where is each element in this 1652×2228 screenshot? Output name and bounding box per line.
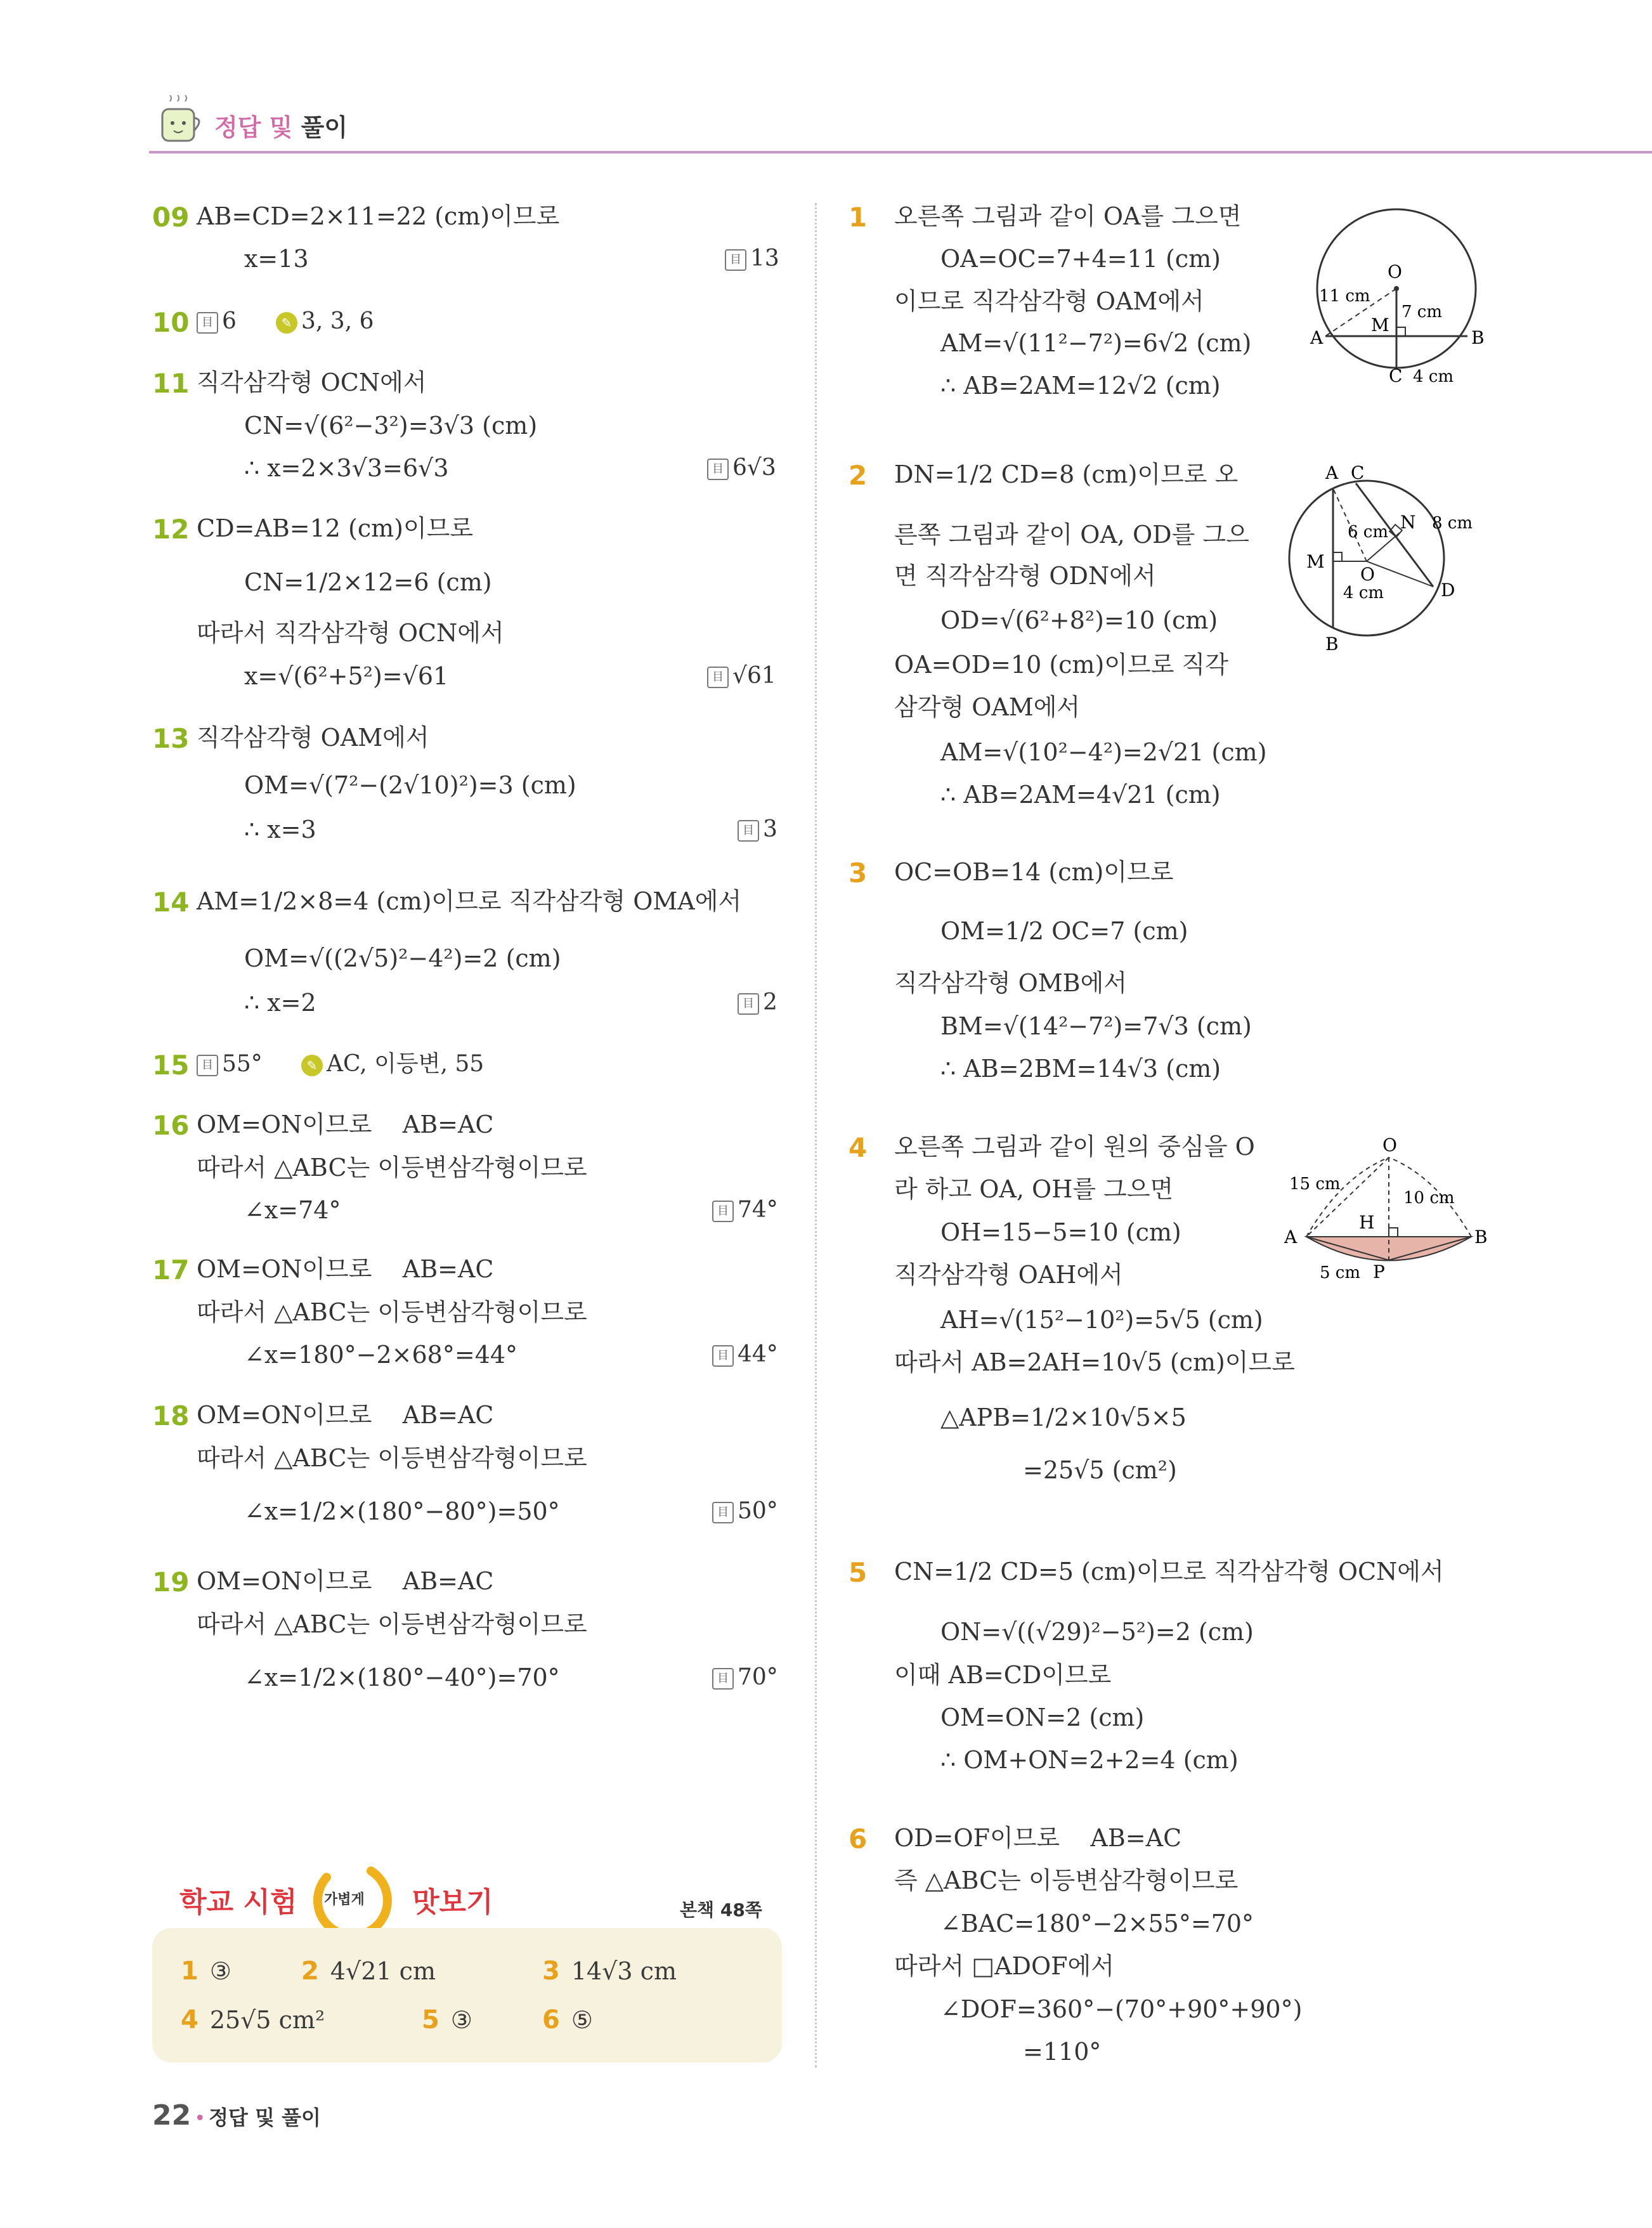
answer-icon: 目 bbox=[725, 249, 746, 271]
problem-number: 4 bbox=[849, 1132, 868, 1163]
answer-label: 目 2 bbox=[738, 988, 777, 1017]
fig4-label: O bbox=[1382, 1135, 1397, 1156]
solution-line: ∴ x=2×3√3=6√3 bbox=[244, 454, 449, 482]
answer-icon: 目 bbox=[738, 993, 759, 1015]
answer-icon: 目 bbox=[712, 1201, 734, 1222]
solution-line: 면 직각삼각형 ODN에서 bbox=[894, 562, 1156, 590]
problem-number: 6 bbox=[849, 1823, 868, 1854]
solution-line: OM=ON이므로 AB=AC bbox=[197, 1255, 494, 1283]
hint-label: ✎ AC, 이등변, 55 bbox=[301, 1050, 484, 1079]
quiz-ref: 본책 48쪽 bbox=[680, 1899, 762, 1920]
solution-line: ∴ AB=2AM=4√21 (cm) bbox=[940, 781, 1221, 809]
fig2-label: D bbox=[1441, 580, 1455, 601]
problem-number: 09 bbox=[152, 202, 190, 233]
footer-title: 정답 및 풀이 bbox=[209, 2106, 321, 2130]
figure-1 bbox=[1306, 197, 1490, 402]
header-title: 정답 및 풀이 bbox=[214, 114, 348, 141]
figure-4 bbox=[1278, 1132, 1493, 1300]
answer-label: 目 44° bbox=[712, 1340, 778, 1369]
answer-label: 目 50° bbox=[712, 1497, 778, 1526]
problem-number: 17 bbox=[152, 1254, 190, 1286]
answer-icon: 目 bbox=[738, 820, 759, 842]
quiz-item: 4 25√5 cm² bbox=[181, 2005, 325, 2035]
solution-line: ∠BAC=180°−2×55°=70° bbox=[940, 1910, 1254, 1938]
fig4-label: 5 cm bbox=[1320, 1263, 1361, 1282]
answer-label: 目 √61 bbox=[707, 661, 776, 691]
solution-line: 직각삼각형 OCN에서 bbox=[197, 368, 427, 396]
solution-line: CN=√(6²−3²)=3√3 (cm) bbox=[244, 412, 538, 440]
fig1-label: C bbox=[1389, 365, 1403, 386]
answer-label: 目 3 bbox=[738, 815, 777, 844]
solution-line: 이때 AB=CD이므로 bbox=[894, 1661, 1112, 1689]
column-divider bbox=[815, 203, 817, 2068]
pencil-icon: ✎ bbox=[276, 312, 297, 334]
fig1-label: A bbox=[1310, 327, 1324, 348]
problem-number: 3 bbox=[849, 857, 868, 889]
fig2-label: N bbox=[1400, 512, 1416, 533]
solution-line: OD=OF이므로 AB=AC bbox=[894, 1824, 1182, 1852]
fig4-label: H bbox=[1359, 1212, 1375, 1233]
answer-icon: 目 bbox=[197, 1055, 218, 1076]
problem-number: 1 bbox=[849, 202, 868, 233]
solution-line: 따라서 □ADOF에서 bbox=[894, 1952, 1114, 1980]
solution-line: OC=OB=14 (cm)이므로 bbox=[894, 858, 1174, 886]
quiz-title-left: 학교 시험 bbox=[179, 1886, 297, 1919]
fig1-label: B bbox=[1471, 327, 1485, 348]
quiz-item: 2 4√21 cm bbox=[301, 1957, 436, 1986]
quiz-title-right: 맛보기 bbox=[412, 1886, 493, 1919]
fig4-label: 10 cm bbox=[1403, 1189, 1455, 1208]
problem-number: 15 bbox=[152, 1050, 190, 1081]
solution-line: 라 하고 OA, OH를 그으면 bbox=[894, 1175, 1174, 1203]
solution-line: OA=OC=7+4=11 (cm) bbox=[940, 245, 1221, 273]
solution-line: AB=CD=2×11=22 (cm)이므로 bbox=[197, 202, 560, 230]
problem-number: 10 bbox=[152, 307, 190, 338]
problem-number: 11 bbox=[152, 368, 190, 399]
answer-label: 目 6√3 bbox=[707, 453, 776, 483]
quiz-item: 1 ③ bbox=[181, 1957, 231, 1986]
solution-line: 른쪽 그림과 같이 OA, OD를 그으 bbox=[894, 521, 1249, 549]
page-number: 22 bbox=[152, 2099, 192, 2132]
problem-number: 12 bbox=[152, 514, 190, 545]
answer-icon: 目 bbox=[712, 1668, 734, 1690]
page-footer bbox=[152, 2099, 321, 2132]
answer-label: 目 13 bbox=[725, 244, 779, 273]
solution-line: 따라서 AB=2AH=10√5 (cm)이므로 bbox=[894, 1348, 1295, 1376]
fig2-label: A bbox=[1325, 462, 1339, 483]
answer-icon: 目 bbox=[707, 667, 729, 688]
solution-line: 직각삼각형 OAM에서 bbox=[197, 724, 429, 752]
solution-line: ∠x=1/2×(180°−80°)=50° bbox=[244, 1497, 560, 1525]
fig1-label: 4 cm bbox=[1413, 367, 1454, 386]
header-mascot-icon bbox=[151, 95, 208, 155]
solution-line: 따라서 △ABC는 이등변삼각형이므로 bbox=[197, 1444, 587, 1472]
fig2-label: O bbox=[1360, 564, 1375, 585]
fig4-label: P bbox=[1373, 1261, 1385, 1282]
answer-label: 目 74° bbox=[712, 1195, 778, 1225]
solution-line: OH=15−5=10 (cm) bbox=[940, 1218, 1181, 1246]
solution-line: AM=√(10²−4²)=2√21 (cm) bbox=[940, 738, 1267, 766]
fig4-label: 15 cm bbox=[1289, 1175, 1341, 1194]
fig2-label: C bbox=[1351, 462, 1365, 483]
answer-icon: 目 bbox=[197, 312, 218, 334]
answer-icon: 目 bbox=[707, 459, 729, 480]
solution-line: DN=1/2 CD=8 (cm)이므로 오 bbox=[894, 460, 1239, 488]
solution-line: AM=1/2×8=4 (cm)이므로 직각삼각형 OMA에서 bbox=[197, 887, 742, 915]
problem-number: 19 bbox=[152, 1567, 190, 1598]
solution-line: =25√5 (cm²) bbox=[1023, 1456, 1177, 1484]
problem-number: 16 bbox=[152, 1110, 190, 1141]
solution-line: BM=√(14²−7²)=7√3 (cm) bbox=[940, 1012, 1252, 1040]
fig2-label: 6 cm bbox=[1348, 523, 1389, 542]
problem-number: 2 bbox=[849, 460, 868, 491]
solution-line: OA=OD=10 (cm)이므로 직각 bbox=[894, 651, 1228, 679]
solution-line: ON=√((√29)²−5²)=2 (cm) bbox=[940, 1618, 1254, 1646]
header-rule bbox=[149, 151, 1652, 153]
problem-number: 18 bbox=[152, 1400, 190, 1431]
hint-label: ✎ 3, 3, 6 bbox=[276, 307, 374, 336]
solution-line: CN=1/2×12=6 (cm) bbox=[244, 568, 492, 596]
solution-line: OM=ON=2 (cm) bbox=[940, 1704, 1145, 1731]
problem-number: 14 bbox=[152, 887, 190, 918]
quiz-item: 3 14√3 cm bbox=[542, 1957, 677, 1986]
solution-line: 오른쪽 그림과 같이 원의 중심을 O bbox=[894, 1133, 1255, 1161]
fig2-label: B bbox=[1325, 634, 1339, 655]
problem-number: 5 bbox=[849, 1557, 868, 1588]
fig1-label: 7 cm bbox=[1402, 303, 1443, 322]
fig4-label: B bbox=[1474, 1227, 1488, 1248]
fig2-label: 8 cm bbox=[1432, 514, 1473, 533]
answer-label: 目 6 bbox=[197, 307, 237, 336]
problem-number: 13 bbox=[152, 723, 190, 754]
solution-line: 직각삼각형 OMB에서 bbox=[894, 969, 1128, 997]
quiz-badge-label: 가볍게 bbox=[324, 1892, 365, 1908]
solution-line: 따라서 직각삼각형 OCN에서 bbox=[197, 619, 504, 647]
solution-line: OM=ON이므로 AB=AC bbox=[197, 1567, 494, 1595]
footer-dot: • bbox=[194, 2107, 206, 2130]
solution-line: OM=1/2 OC=7 (cm) bbox=[940, 917, 1188, 945]
solution-line: △APB=1/2×10√5×5 bbox=[940, 1404, 1187, 1431]
solution-line: ∴ OM+ON=2+2=4 (cm) bbox=[940, 1746, 1239, 1774]
solution-line: 오른쪽 그림과 같이 OA를 그으면 bbox=[894, 202, 1242, 230]
solution-line: AH=√(15²−10²)=5√5 (cm) bbox=[940, 1306, 1263, 1334]
solution-line: CN=1/2 CD=5 (cm)이므로 직각삼각형 OCN에서 bbox=[894, 1558, 1444, 1586]
solution-line: ∴ AB=2BM=14√3 (cm) bbox=[940, 1055, 1221, 1083]
answer-label: 目 55° bbox=[197, 1050, 263, 1079]
fig4-label: A bbox=[1284, 1227, 1298, 1248]
answer-icon: 目 bbox=[712, 1345, 734, 1367]
solution-line: 따라서 △ABC는 이등변삼각형이므로 bbox=[197, 1298, 587, 1326]
solution-line: OM=ON이므로 AB=AC bbox=[197, 1401, 494, 1429]
solution-line: =110° bbox=[1023, 2038, 1102, 2066]
solution-line: 직각삼각형 OAH에서 bbox=[894, 1261, 1123, 1289]
solution-line: 삼각형 OAM에서 bbox=[894, 693, 1081, 721]
solution-line: OM=√((2√5)²−4²)=2 (cm) bbox=[244, 944, 561, 972]
solution-line: 즉 △ABC는 이등변삼각형이므로 bbox=[894, 1866, 1239, 1894]
quiz-item: 6 ⑤ bbox=[542, 2005, 593, 2035]
solution-line: OM=ON이므로 AB=AC bbox=[197, 1111, 494, 1138]
fig2-label: M bbox=[1306, 551, 1325, 572]
answer-icon: 目 bbox=[712, 1502, 734, 1523]
solution-line: ∴ x=3 bbox=[244, 816, 316, 844]
fig1-label: M bbox=[1371, 315, 1389, 336]
fig1-label: 11 cm bbox=[1319, 287, 1370, 306]
answer-label: 目 70° bbox=[712, 1663, 778, 1692]
solution-line: 따라서 △ABC는 이등변삼각형이므로 bbox=[197, 1610, 587, 1638]
solution-line: x=√(6²+5²)=√61 bbox=[244, 662, 449, 690]
quiz-answer-box bbox=[152, 1928, 782, 2062]
solution-line: 이므로 직각삼각형 OAM에서 bbox=[894, 287, 1204, 315]
fig1-label: O bbox=[1388, 261, 1402, 282]
pencil-icon: ✎ bbox=[301, 1055, 323, 1076]
solution-line: OD=√(6²+8²)=10 (cm) bbox=[940, 606, 1218, 634]
solution-line: OM=√(7²−(2√10)²)=3 (cm) bbox=[244, 771, 576, 799]
solution-line: ∠x=180°−2×68°=44° bbox=[244, 1341, 518, 1369]
solution-line: x=13 bbox=[244, 245, 309, 273]
solution-line: ∴ x=2 bbox=[244, 989, 316, 1017]
quiz-item: 5 ③ bbox=[422, 2005, 472, 2035]
fig2-label: 4 cm bbox=[1343, 583, 1384, 603]
figure-2 bbox=[1275, 460, 1484, 672]
solution-line: ∠x=1/2×(180°−40°)=70° bbox=[244, 1664, 560, 1691]
solution-line: ∠x=74° bbox=[244, 1196, 341, 1224]
solution-line: ∠DOF=360°−(70°+90°+90°) bbox=[940, 1995, 1303, 2023]
solution-line: ∴ AB=2AM=12√2 (cm) bbox=[940, 372, 1221, 400]
solution-line: CD=AB=12 (cm)이므로 bbox=[197, 514, 474, 542]
solution-line: 따라서 △ABC는 이등변삼각형이므로 bbox=[197, 1154, 587, 1182]
solution-line: AM=√(11²−7²)=6√2 (cm) bbox=[940, 329, 1252, 357]
